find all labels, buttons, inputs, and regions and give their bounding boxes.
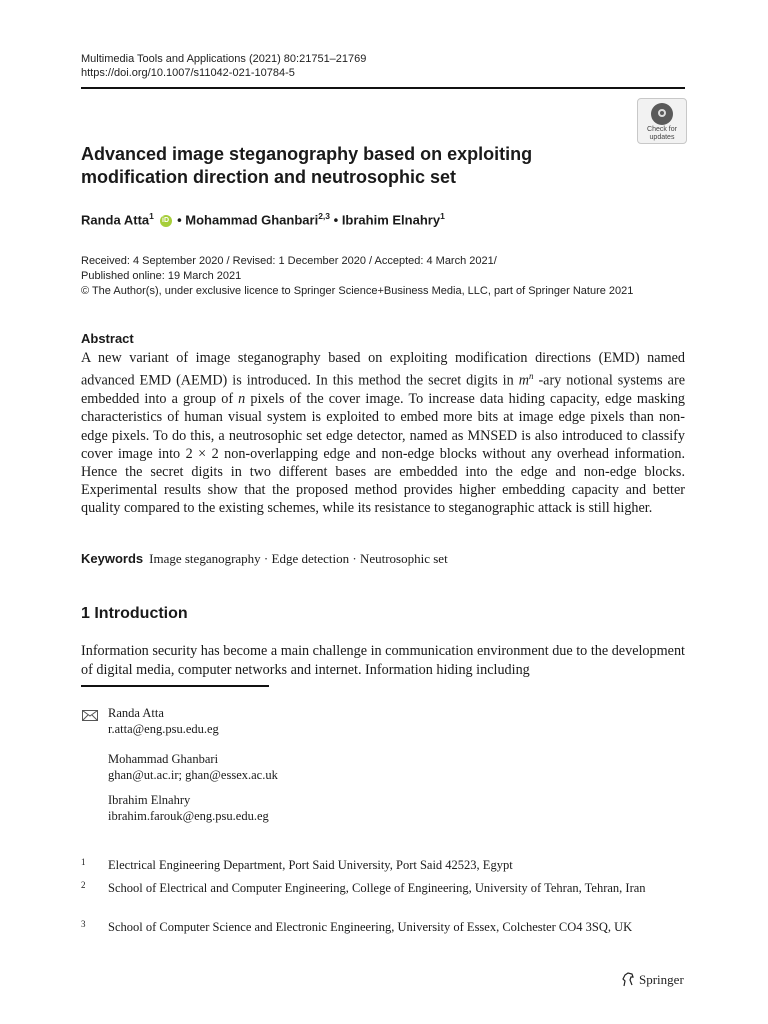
check-updates-icon	[651, 103, 673, 125]
abstract-part-2: -ary notional systems are embedded into a group of	[81, 372, 685, 408]
publisher-name: Springer	[639, 972, 684, 987]
abstract-text	[81, 349, 685, 518]
title-line-1: Advanced image steganography based on exploiting	[81, 144, 533, 164]
affiliation-text: School of Electrical and Computer Engineering, College of Engineering, University of Tehran, Tehran, Iran	[108, 881, 646, 895]
orcid-icon[interactable]: iD	[160, 215, 172, 227]
envelope-icon	[82, 709, 98, 725]
section-heading-introduction: 1 Introduction	[81, 605, 188, 622]
badge-line-1: Check for	[647, 126, 677, 133]
journal-citation: Multimedia Tools and Applications (2021) 80:21751–21769	[81, 53, 367, 65]
journal-header	[81, 52, 366, 80]
copyright-line: © The Author(s), under exclusive licence to Springer Science+Business Media, LLC, part of Springer Nature 2021	[81, 285, 634, 297]
footnote-rule	[81, 685, 269, 687]
badge-line-2: updates	[649, 134, 675, 141]
author-separator: •	[173, 212, 186, 228]
affiliation-number: 2	[81, 880, 86, 890]
doi-link[interactable]: https://doi.org/10.1007/s11042-021-10784-5	[81, 67, 295, 79]
keywords-text: Image steganography · Edge detection · Neutrosophic set	[149, 551, 448, 566]
author-list	[81, 211, 445, 227]
keywords-label: Keywords	[81, 551, 144, 566]
author-affil-sup: 1	[440, 211, 445, 221]
affiliation-number: 1	[81, 857, 86, 867]
springer-horse-icon	[621, 972, 635, 991]
contact-email[interactable]: ghan@ut.ac.ir; ghan@essex.ac.uk	[108, 768, 278, 782]
title-line-2: modification direction and neutrosophic set	[81, 167, 457, 187]
contact-name: Mohammad Ghanbari	[108, 752, 219, 766]
math-n: n	[238, 391, 246, 408]
contact-entry	[108, 751, 278, 783]
publication-dates	[81, 254, 633, 299]
author-separator: •	[330, 212, 342, 228]
contact-name: Ibrahim Elnahry	[108, 793, 191, 807]
keywords	[81, 551, 448, 567]
author-name[interactable]: Mohammad Ghanbari	[185, 212, 319, 228]
check-for-updates-badge[interactable]	[637, 98, 687, 144]
abstract-part-1: A new variant of image steganography based on exploiting modification directions (EMD) named advanced EMD (AEMD) is introduced. In this method the secret digits in	[81, 350, 685, 389]
published-line: Published online: 19 March 2021	[81, 270, 242, 282]
abstract-heading: Abstract	[81, 331, 134, 346]
contact-entry	[108, 792, 269, 824]
contact-entry	[108, 705, 219, 737]
author-name[interactable]: Randa Atta	[81, 212, 150, 228]
affiliation-text: School of Computer Science and Electronic Engineering, University of Essex, Colchester CO4 3SQ, UK	[108, 920, 633, 934]
contact-email[interactable]: ibrahim.farouk@eng.psu.edu.eg	[108, 809, 269, 823]
author-affil-sup: 2,3	[318, 211, 331, 221]
author-affil-sup: 1	[149, 211, 154, 221]
springer-logo	[621, 972, 684, 991]
author-name[interactable]: Ibrahim Elnahry	[341, 212, 441, 228]
math-m: m	[518, 372, 529, 389]
header-rule	[81, 87, 685, 89]
abstract-part-3: pixels of the cover image. To increase data hiding capacity, edge masking characteristics of human visual system is exploited to embed more bits at image edge pixels than non-edge pixels. To do this, a neutrosophic set edge detector, named as MNSED is also introduced to classify cover image into 2 × 2 non-overlapping edge and non-edge blocks without any overhead information. Hence the secret digits in two different bases are embedded into the edge and non-edge blocks. Experimental results show that the proposed method provides higher embedding capacity and better quality compared to the existing schemes, while its resistance to steganographic attack is still higher.	[81, 391, 686, 517]
affiliation-number: 3	[81, 919, 86, 929]
received-line: Received: 4 September 2020 / Revised: 1 December 2020 / Accepted: 4 March 2021/	[81, 255, 497, 267]
math-n-sup: n	[528, 371, 534, 382]
affiliation-text: Electrical Engineering Department, Port Said University, Port Said 42523, Egypt	[108, 858, 513, 872]
contact-name: Randa Atta	[108, 706, 164, 720]
contact-email[interactable]: r.atta@eng.psu.edu.eg	[108, 722, 219, 736]
paper-title	[81, 143, 641, 189]
introduction-text: Information security has become a main challenge in communication environment due to the development of digital media, computer networks and internet. Information hiding including	[81, 643, 685, 678]
